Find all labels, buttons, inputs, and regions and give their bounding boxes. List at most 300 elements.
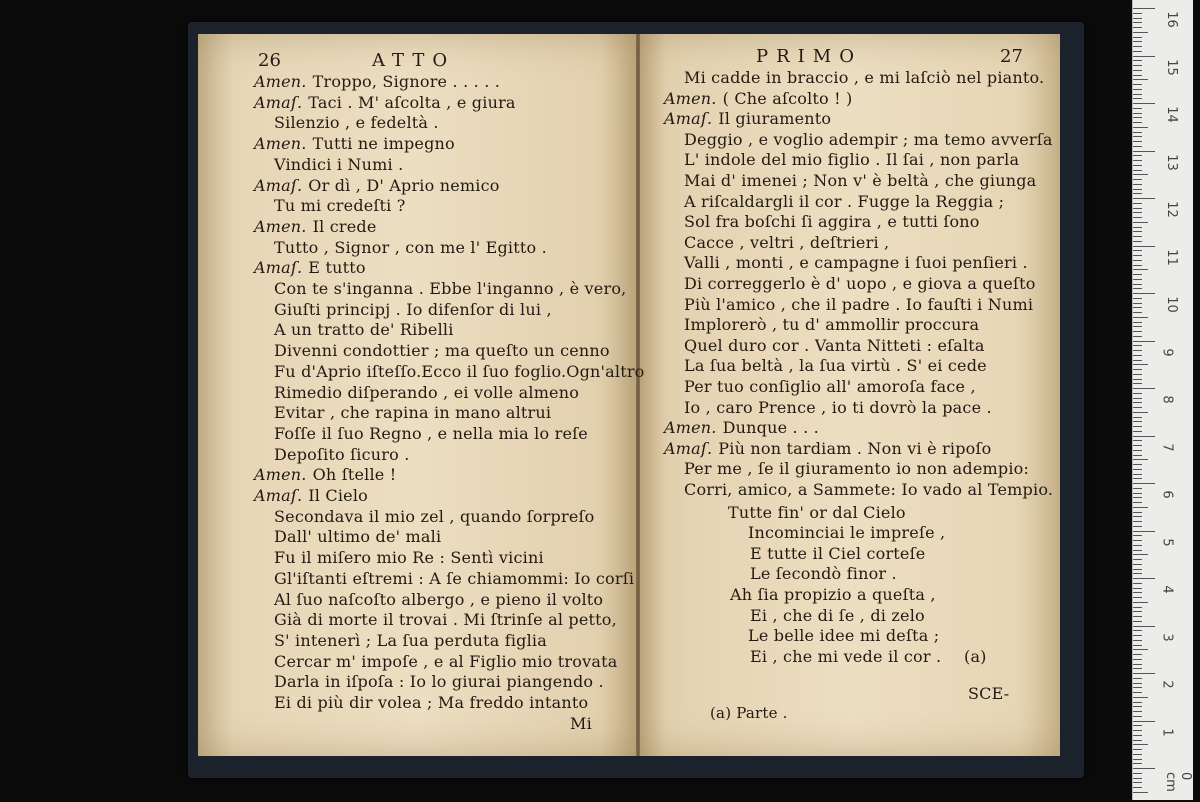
ruler-tick [1133, 265, 1142, 266]
line-text: Al ſuo naſcoſto albergo , e pieno il volto [274, 589, 604, 609]
ruler-tick [1133, 725, 1142, 726]
speaker-label: Amen. [254, 465, 307, 485]
ruler-tick [1133, 246, 1155, 247]
text-line [684, 150, 1019, 169]
footnote: (a) Parte . [710, 704, 788, 722]
ruler-tick [1133, 284, 1142, 285]
ruler-tick [1133, 763, 1142, 764]
ruler-tick [1133, 535, 1142, 536]
ruler-tick [1133, 46, 1142, 47]
ruler-label: 9 [1159, 347, 1175, 357]
ruler-label: 11 [1163, 248, 1179, 266]
left-page-number: 26 [258, 50, 281, 71]
text-line [254, 258, 366, 277]
text-line [684, 315, 979, 334]
ruler-tick [1133, 141, 1142, 142]
ruler-tick [1133, 203, 1142, 204]
right-running-header: PRIMO [756, 46, 862, 67]
ruler-tick [1133, 493, 1142, 494]
ruler-tick [1133, 630, 1142, 631]
ruler-tick [1133, 602, 1148, 603]
line-text: Or dì , D' Aprio nemico [308, 175, 500, 195]
ruler-tick [1133, 127, 1148, 128]
ruler-tick [1133, 782, 1142, 783]
ruler-tick [1133, 132, 1142, 133]
ruler-tick [1133, 521, 1142, 522]
ruler-label: 4 [1159, 585, 1175, 594]
speaker-label: Amen. [254, 72, 307, 91]
line-text: Rimedio diſperando , ei volle almeno [274, 382, 580, 402]
line-text: Darla in iſpoſa : Io lo giurai piangendo . [274, 672, 604, 692]
ruler-tick [1133, 288, 1142, 289]
text-line [274, 403, 551, 422]
text-line [274, 569, 634, 588]
ruler-tick [1133, 464, 1142, 465]
ruler-tick [1133, 151, 1155, 152]
ruler-tick [1133, 113, 1142, 114]
text-line [274, 362, 645, 381]
ruler-tick [1133, 13, 1142, 14]
line-text: Evitar , che rapina in mano altrui [274, 403, 552, 423]
ruler-tick [1133, 455, 1142, 456]
text-line [274, 238, 547, 257]
ruler-tick [1133, 626, 1155, 627]
line-text: Foſſe il ſuo Regno , e nella mia lo reſe [274, 423, 588, 443]
right-catchword: SCE- [968, 684, 1010, 703]
ruler-tick [1133, 379, 1142, 380]
ruler-label: 5 [1159, 537, 1175, 547]
ruler-tick [1133, 569, 1142, 570]
ruler-tick [1133, 269, 1148, 270]
ruler-tick [1133, 165, 1142, 166]
ruler-tick [1133, 744, 1148, 745]
ruler-label: 14 [1163, 106, 1179, 123]
line-text: Cercar m' impoſe , e al Figlio mio trovata [274, 651, 618, 671]
ruler-tick [1133, 512, 1142, 513]
ruler-tick [1133, 70, 1142, 71]
ruler-tick [1133, 497, 1142, 498]
speaker-label: Amen. [664, 88, 717, 108]
ruler-tick [1133, 483, 1155, 484]
ruler-tick [1133, 179, 1142, 180]
ruler-tick [1133, 526, 1142, 527]
ruler-tick [1133, 592, 1142, 593]
ruler-tick [1133, 388, 1155, 389]
ruler-label: 2 [1159, 680, 1175, 689]
text-line [684, 130, 1053, 149]
ruler-tick [1133, 659, 1142, 660]
ruler-tick [1133, 217, 1142, 218]
text-line [274, 155, 403, 174]
line-text: Depoſito ſicuro . [274, 444, 410, 464]
ruler-tick [1133, 711, 1142, 712]
line-text: Con te s'inganna . Ebbe l'inganno , è vero, [274, 279, 627, 298]
ruler-tick [1133, 740, 1142, 741]
ruler-tick [1133, 241, 1142, 242]
ruler-tick [1133, 250, 1142, 251]
ruler-tick [1133, 170, 1142, 171]
ruler-tick [1133, 412, 1148, 413]
ruler-tick [1133, 440, 1142, 441]
text-line [684, 68, 1044, 87]
line-text: Oh ſtelle ! [312, 465, 397, 485]
ruler-tick [1133, 673, 1155, 674]
text-line [254, 486, 368, 505]
line-text: E tutto [308, 258, 366, 278]
ruler-tick [1133, 312, 1142, 313]
ruler-tick [1133, 668, 1142, 669]
ruler-tick [1133, 421, 1142, 422]
left-running-header: ATTO [372, 50, 456, 71]
ruler-tick [1133, 749, 1142, 750]
line-text: Tu mi credeſti ? [274, 196, 406, 216]
ruler-tick [1133, 18, 1142, 19]
text-line [254, 217, 377, 236]
ruler-tick [1133, 122, 1142, 123]
ruler-tick [1133, 474, 1142, 475]
ruler-tick [1133, 678, 1142, 679]
line-text: Divenni condottier ; ma queſto un cenno [274, 341, 610, 361]
line-text: Fu d'Aprio iſteſſo.Ecco il ſuo foglio.Ogn'altro [274, 361, 645, 381]
ruler-tick [1133, 32, 1148, 33]
right-page-number: 27 [1000, 46, 1023, 67]
aria-note-marker: (a) [964, 646, 987, 666]
text-line [684, 233, 889, 252]
ruler-label: 1 [1159, 727, 1175, 737]
text-line [274, 445, 410, 464]
line-text: Secondava il mio zel , quando ſorpreſo [274, 506, 595, 526]
line-text: Per tuo conſiglio all' amoroſa face , [684, 377, 976, 396]
text-line [684, 171, 1036, 190]
ruler-tick [1133, 322, 1142, 323]
speaker-label: Amen. [664, 418, 717, 438]
ruler-tick [1133, 222, 1148, 223]
ruler-tick [1133, 649, 1148, 650]
speaker-label: Amen. [254, 134, 307, 154]
ruler-tick [1133, 374, 1142, 375]
ruler-tick [1133, 431, 1142, 432]
ruler-tick [1133, 79, 1148, 80]
line-text: Già di morte il trovai . Mi ſtrinſe al petto, [274, 610, 617, 630]
line-text: Vindici i Numi . [274, 154, 404, 174]
line-text: Mai d' imenei ; Non v' è beltà , che giunga [684, 171, 1037, 190]
text-line [274, 527, 441, 546]
ruler-tick [1133, 364, 1148, 365]
left-catchword: Mi [570, 713, 592, 733]
line-text: Dall' ultimo de' mali [274, 527, 442, 547]
line-text: L' indole del mio figlio . Il ſai , non parla [684, 150, 1020, 170]
ruler-tick [1133, 426, 1142, 427]
text-line [684, 253, 1028, 272]
aria-line: Ah ſia propizio a queſta , [730, 585, 936, 604]
text-line [274, 113, 439, 132]
ruler-tick [1133, 545, 1142, 546]
ruler-tick [1133, 469, 1142, 470]
ruler-tick [1133, 255, 1142, 256]
line-text: Gl'iſtanti eſtremi : A ſe chiamommi: Io corſi [274, 568, 635, 588]
ruler-tick [1133, 611, 1142, 612]
ruler-tick [1133, 616, 1142, 617]
line-text: Più l'amico , che il padre . Io fauſti i Numi [684, 294, 1034, 314]
line-text: Giuſti principj . Io difenſor di lui , [274, 299, 552, 319]
ruler-label: 15 [1163, 58, 1179, 76]
text-line [684, 274, 1036, 293]
speaker-label: Amaſ. [254, 175, 303, 195]
ruler-tick [1133, 398, 1142, 399]
text-line [254, 134, 455, 153]
text-line [274, 652, 617, 671]
ruler-tick [1133, 75, 1142, 76]
ruler-tick [1133, 564, 1142, 565]
speaker-label: Amaſ. [254, 486, 303, 505]
line-text: La ſua beltà , la ſua virtù . S' ei cede [684, 356, 987, 376]
ruler-tick [1133, 274, 1142, 275]
ruler-tick [1133, 773, 1142, 774]
ruler-tick [1133, 236, 1142, 237]
ruler-tick [1133, 478, 1142, 479]
speaker-label: Amaſ. [664, 438, 713, 458]
line-text: Sol fra boſchi ſi aggira , e tutti ſono [684, 212, 980, 232]
ruler-tick [1133, 721, 1155, 722]
ruler-tick [1133, 502, 1142, 503]
line-text: S' intenerì ; La ſua perduta figlia [274, 630, 547, 650]
ruler-tick [1133, 716, 1142, 717]
ruler-tick [1133, 89, 1142, 90]
ruler-tick [1133, 260, 1142, 261]
ruler-tick [1133, 189, 1142, 190]
ruler-tick [1133, 208, 1142, 209]
ruler-tick [1133, 279, 1142, 280]
text-line [684, 480, 1053, 499]
speaker-label: Amaſ. [254, 92, 303, 112]
ruler-tick [1133, 56, 1155, 57]
text-line [274, 672, 604, 691]
ruler-tick [1133, 573, 1142, 574]
ruler-label: 16 [1163, 11, 1179, 28]
line-text: Dunque . . . [722, 418, 819, 438]
ruler-tick [1133, 336, 1142, 337]
ruler-tick [1133, 160, 1142, 161]
ruler-tick [1133, 445, 1142, 446]
text-line [664, 418, 819, 437]
ruler-tick [1133, 355, 1142, 356]
ruler-tick [1133, 640, 1142, 641]
ruler-tick [1133, 227, 1142, 228]
aria-line: Le ſecondò finor . [750, 564, 897, 584]
text-line [274, 693, 588, 712]
ruler-tick [1133, 645, 1142, 646]
line-text: A riſcaldargli il cor . Fugge la Reggia ; [684, 191, 1005, 211]
ruler-tick [1133, 792, 1148, 793]
text-line [664, 109, 831, 128]
ruler-tick [1133, 307, 1142, 308]
ruler-tick [1133, 459, 1148, 460]
ruler-tick [1133, 768, 1155, 769]
line-text: Deggio , e voglio adempir ; ma temo avverſa [684, 129, 1053, 149]
ruler-label: 12 [1163, 201, 1179, 218]
ruler-tick [1133, 317, 1148, 318]
text-line [684, 336, 985, 355]
ruler-tick [1133, 184, 1142, 185]
line-text: ( Che aſcolto ! ) [722, 88, 853, 108]
ruler-tick [1133, 531, 1155, 532]
text-line [274, 383, 579, 402]
ruler-tick [1133, 293, 1155, 294]
text-line [684, 459, 1029, 478]
aria-line: Incominciai le impreſe , [748, 523, 946, 543]
ruler-label: 0 cm [1163, 772, 1193, 792]
ruler-tick [1133, 730, 1142, 731]
ruler-tick [1133, 383, 1142, 384]
ruler-tick [1133, 735, 1142, 736]
ruler-tick [1133, 60, 1142, 61]
line-text: Ei di più dir volea ; Ma freddo intanto [274, 693, 589, 712]
ruler-tick [1133, 350, 1142, 351]
speaker-label: Amen. [254, 216, 307, 236]
ruler-tick [1133, 27, 1142, 28]
ruler-tick [1133, 697, 1148, 698]
ruler-tick [1133, 103, 1155, 104]
ruler-tick [1133, 583, 1142, 584]
ruler-tick [1133, 550, 1142, 551]
text-line [274, 548, 544, 567]
ruler-tick [1133, 108, 1142, 109]
ruler-tick [1133, 136, 1142, 137]
line-text: Tutti ne impegno [312, 134, 455, 154]
ruler-tick [1133, 360, 1142, 361]
ruler-tick [1133, 402, 1142, 403]
ruler-tick [1133, 94, 1142, 95]
text-line [684, 212, 980, 231]
line-text: Per me , ſe il giuramento io non adempio: [684, 459, 1030, 479]
ruler-tick [1133, 393, 1142, 394]
ruler-tick [1133, 687, 1142, 688]
ruler-label: 8 [1159, 395, 1175, 404]
ruler-tick [1133, 554, 1148, 555]
aria-line: Ei , che mi vede il cor . [750, 646, 942, 666]
line-text: Implorerò , tu d' ammollir proccura [684, 315, 980, 335]
text-line [274, 320, 454, 339]
line-text: Corri, amico, a Sammete: Io vado al Tempio. [684, 480, 1054, 499]
ruler-tick [1133, 664, 1142, 665]
ruler-tick [1133, 231, 1142, 232]
line-text: Il crede [312, 216, 377, 236]
line-text: A un tratto de' Ribelli [274, 320, 454, 340]
ruler-tick [1133, 588, 1142, 589]
text-line [274, 631, 547, 650]
ruler-tick [1133, 559, 1142, 560]
ruler-tick [1133, 692, 1142, 693]
ruler-tick [1133, 146, 1142, 147]
ruler-label: 13 [1163, 153, 1179, 171]
line-text: Quel duro cor . Vanta Nitteti : eſalta [684, 335, 985, 355]
text-line [274, 300, 552, 319]
aria-line: Ei , che di ſe , di zelo [750, 605, 925, 625]
line-text: Io , caro Prence , io ti dovrò la pace . [684, 397, 992, 417]
line-text: Fu il miſero mio Re : Sentì vicini [274, 548, 544, 568]
text-line [664, 89, 853, 108]
ruler-tick [1133, 331, 1142, 332]
ruler-tick [1133, 578, 1155, 579]
ruler-tick [1133, 298, 1142, 299]
ruler-tick [1133, 155, 1142, 156]
ruler-tick [1133, 51, 1142, 52]
aria-line: Tutte fin' or dal Cielo [728, 502, 906, 522]
ruler-tick [1133, 597, 1142, 598]
ruler-tick [1133, 65, 1142, 66]
speaker-label: Amaſ. [254, 258, 303, 278]
ruler-tick [1133, 41, 1142, 42]
text-line [274, 590, 603, 609]
ruler-tick [1133, 198, 1155, 199]
ruler-tick [1133, 607, 1142, 608]
line-text: Più non tardiam . Non vi è ripoſo [718, 438, 992, 458]
text-line [684, 295, 1033, 314]
ruler-tick [1133, 212, 1142, 213]
text-line [274, 341, 610, 360]
ruler-label: 7 [1159, 442, 1175, 452]
line-text: Di correggerlo è d' uopo , e giova a queſto [684, 274, 1036, 293]
aria-line: E tutte il Ciel corteſe [750, 543, 926, 563]
text-line [684, 356, 987, 375]
text-line [274, 424, 588, 443]
line-text: Cacce , veltri , deſtrieri , [684, 232, 890, 252]
ruler-tick [1133, 706, 1142, 707]
line-text: Il Cielo [308, 486, 368, 505]
ruler-tick [1133, 787, 1142, 788]
ruler-tick [1133, 759, 1142, 760]
ruler-tick [1133, 654, 1142, 655]
speaker-label: Amaſ. [664, 109, 713, 129]
ruler-tick [1133, 341, 1155, 342]
ruler-tick [1133, 417, 1142, 418]
text-line [254, 93, 516, 112]
text-line [684, 192, 1004, 211]
ruler-tick [1133, 98, 1142, 99]
ruler-label: 10 [1163, 296, 1179, 313]
ruler-tick [1133, 117, 1142, 118]
ruler-tick [1133, 702, 1142, 703]
ruler-tick [1133, 488, 1142, 489]
ruler-tick [1133, 754, 1142, 755]
ruler-tick [1133, 8, 1155, 9]
ruler-label: 3 [1159, 632, 1175, 642]
line-text: Taci . M' aſcolta , e giura [308, 92, 516, 112]
ruler-tick [1133, 516, 1142, 517]
ruler-tick [1133, 778, 1142, 779]
measuring-ruler [1132, 0, 1193, 800]
text-line [274, 507, 594, 526]
ruler-tick [1133, 193, 1142, 194]
ruler-tick [1133, 369, 1142, 370]
ruler-tick [1133, 635, 1142, 636]
ruler-tick [1133, 450, 1142, 451]
text-line [274, 610, 617, 629]
ruler-tick [1133, 436, 1155, 437]
aria-line: Le belle idee mi deſta ; [748, 626, 940, 646]
ruler-tick [1133, 540, 1142, 541]
line-text: Troppo, Signore . . . . . [312, 72, 501, 91]
ruler-tick [1133, 507, 1148, 508]
ruler-label: 6 [1159, 490, 1175, 499]
line-text: Mi cadde in braccio , e mi laſciò nel pianto. [684, 68, 1045, 87]
ruler-tick [1133, 683, 1142, 684]
text-line [254, 72, 500, 91]
ruler-tick [1133, 303, 1142, 304]
text-line [684, 398, 992, 417]
text-line [254, 465, 396, 484]
text-line [254, 176, 500, 195]
